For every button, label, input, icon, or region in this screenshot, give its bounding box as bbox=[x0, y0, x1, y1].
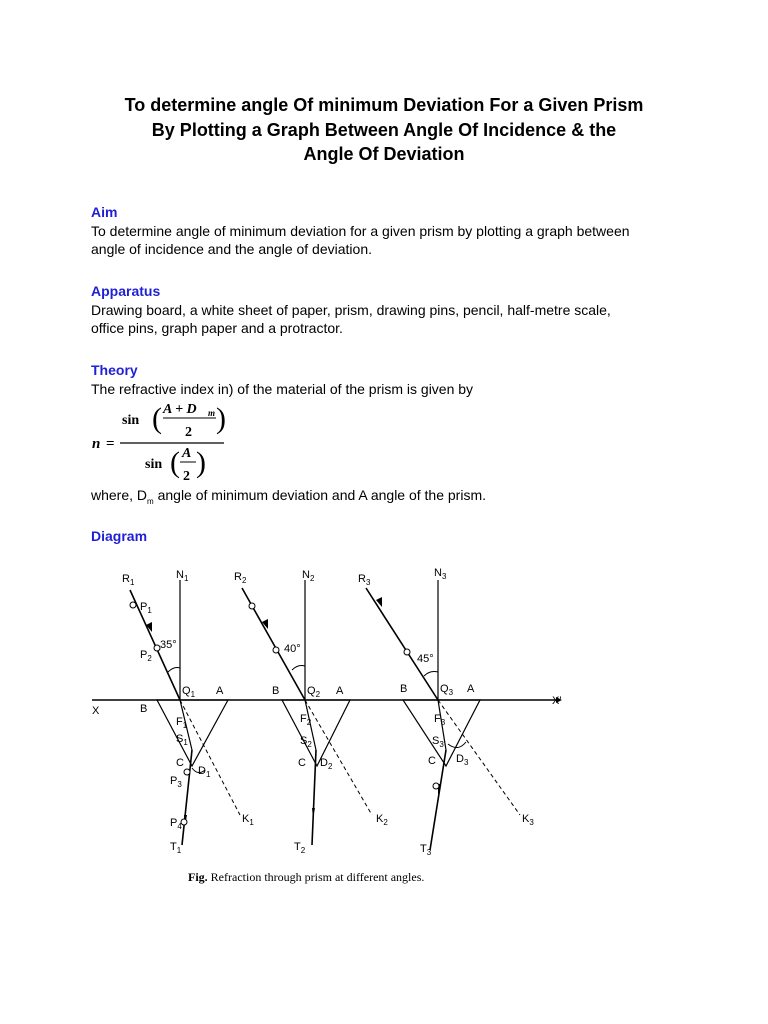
label-t3: $T_3$ bbox=[420, 843, 432, 857]
label-a3: A bbox=[467, 683, 475, 695]
label-angle-40: 40° bbox=[284, 643, 301, 655]
formula-num-expression: A + D bbox=[163, 402, 197, 417]
prism-group-2 bbox=[234, 569, 388, 855]
label-q2: $Q_2$ bbox=[307, 685, 321, 699]
label-a1: A bbox=[216, 685, 224, 697]
label-p3: $P_3$ bbox=[170, 775, 182, 789]
label-c1: C bbox=[176, 757, 184, 769]
formula-num-paren-left: ( bbox=[152, 402, 162, 435]
axis-label-x-prime: X' bbox=[552, 695, 562, 707]
label-angle-45: 45° bbox=[417, 653, 434, 665]
axis-label-x: X bbox=[92, 705, 100, 717]
formula-num-sin: sin bbox=[122, 413, 140, 428]
angle-arc-3 bbox=[424, 672, 438, 677]
label-r3: $R_3$ bbox=[358, 573, 371, 587]
prism-group-3 bbox=[358, 567, 534, 857]
where-subscript: m bbox=[147, 496, 154, 506]
title-line-2: By Plotting a Graph Between Angle Of Incidence & the bbox=[151, 119, 617, 140]
aim-line-2: angle of incidence and the angle of deviation. bbox=[91, 241, 372, 257]
label-t1: $T_1$ bbox=[170, 841, 182, 855]
label-b1: B bbox=[140, 703, 148, 715]
prism-1-triangle bbox=[157, 700, 228, 766]
label-n2: $N_2$ bbox=[302, 569, 315, 583]
pin-p1 bbox=[130, 602, 136, 608]
aim-heading: Aim bbox=[91, 204, 118, 220]
formula-num-paren-right: ) bbox=[216, 402, 226, 435]
label-f3: $F_3$ bbox=[434, 713, 446, 727]
label-d1: $D_1$ bbox=[198, 765, 211, 779]
prism-group-1 bbox=[122, 569, 254, 855]
label-angle-35: 35° bbox=[160, 639, 177, 651]
prism-3-triangle bbox=[403, 700, 480, 766]
pin-3-upper bbox=[404, 649, 410, 655]
formula-den-paren-right: ) bbox=[196, 446, 206, 479]
formula-den-sin: sin bbox=[145, 457, 163, 472]
label-f1: $F_1$ bbox=[176, 716, 188, 730]
angle-arc-1 bbox=[168, 668, 180, 673]
apparatus-line-1: Drawing board, a white sheet of paper, prism, drawing pins, pencil, half-metre scale, bbox=[91, 302, 611, 318]
label-b3: B bbox=[400, 683, 408, 695]
label-n1: $N_1$ bbox=[176, 569, 189, 583]
where-prefix: where, D bbox=[91, 487, 148, 503]
label-p4: $P_4$ bbox=[170, 817, 182, 831]
refractive-index-formula bbox=[90, 396, 240, 486]
label-q1: $Q_1$ bbox=[182, 685, 196, 699]
undeviated-line-1 bbox=[180, 700, 240, 815]
label-n3: $N_3$ bbox=[434, 567, 447, 581]
formula-den-paren-left: ( bbox=[170, 446, 180, 479]
page-title bbox=[60, 93, 708, 167]
label-p1: $P_1$ bbox=[140, 601, 152, 615]
label-c2: C bbox=[298, 757, 306, 769]
formula-den-two: 2 bbox=[183, 469, 190, 484]
label-p2: $P_2$ bbox=[140, 649, 152, 663]
label-s3: $S_3$ bbox=[432, 735, 444, 749]
apparatus-line-2: office pins, graph paper and a protractor. bbox=[91, 320, 343, 336]
label-k3: $K_3$ bbox=[522, 813, 534, 827]
label-d2: $D_2$ bbox=[320, 757, 333, 771]
label-q3: $Q_3$ bbox=[440, 683, 454, 697]
emergent-ray-2 bbox=[312, 750, 316, 845]
label-k1: $K_1$ bbox=[242, 813, 254, 827]
label-a2: A bbox=[336, 685, 344, 697]
theory-intro: The refractive index in) of the material of the prism is given by bbox=[91, 381, 474, 397]
label-r2: $R_2$ bbox=[234, 571, 247, 585]
pin-2-lower bbox=[273, 647, 279, 653]
label-d3: $D_3$ bbox=[456, 753, 469, 767]
label-r1: $R_1$ bbox=[122, 573, 135, 587]
theory-where bbox=[91, 486, 691, 511]
label-t2: $T_2$ bbox=[294, 841, 306, 855]
pin-3-lower bbox=[433, 783, 439, 789]
label-s2: $S_2$ bbox=[300, 735, 312, 749]
angle-arc-2 bbox=[292, 666, 305, 671]
figure-caption: Fig. Refraction through prism at different angles. bbox=[188, 870, 425, 884]
pin-p4 bbox=[181, 819, 187, 825]
title-line-3: Angle Of Deviation bbox=[303, 144, 465, 164]
label-b2: B bbox=[272, 685, 280, 697]
label-c3: C bbox=[428, 755, 436, 767]
pin-2-upper bbox=[249, 603, 255, 609]
formula-num-two: 2 bbox=[185, 425, 192, 440]
apparatus-heading: Apparatus bbox=[91, 283, 161, 299]
aim-text bbox=[91, 222, 691, 258]
diagram-heading: Diagram bbox=[91, 528, 148, 544]
label-s1: $S_1$ bbox=[176, 733, 188, 747]
formula-num-subscript: m bbox=[208, 408, 216, 418]
formula-den-expression: A bbox=[182, 446, 192, 461]
prism-refraction-diagram bbox=[88, 560, 578, 890]
apparatus-text bbox=[91, 301, 691, 337]
theory-heading: Theory bbox=[91, 362, 138, 378]
where-rest: angle of minimum deviation and A angle of the prism. bbox=[153, 487, 487, 503]
aim-line-1: To determine angle of minimum deviation for a given prism by plotting a graph between bbox=[91, 223, 630, 239]
title-line-1: To determine angle Of minimum Deviation For a Given Prism bbox=[124, 95, 644, 115]
formula-equals: = bbox=[106, 436, 115, 452]
formula-n: n bbox=[92, 436, 101, 452]
label-f2: $F_2$ bbox=[300, 713, 312, 727]
label-k2: $K_2$ bbox=[376, 813, 388, 827]
pin-p3 bbox=[184, 769, 190, 775]
